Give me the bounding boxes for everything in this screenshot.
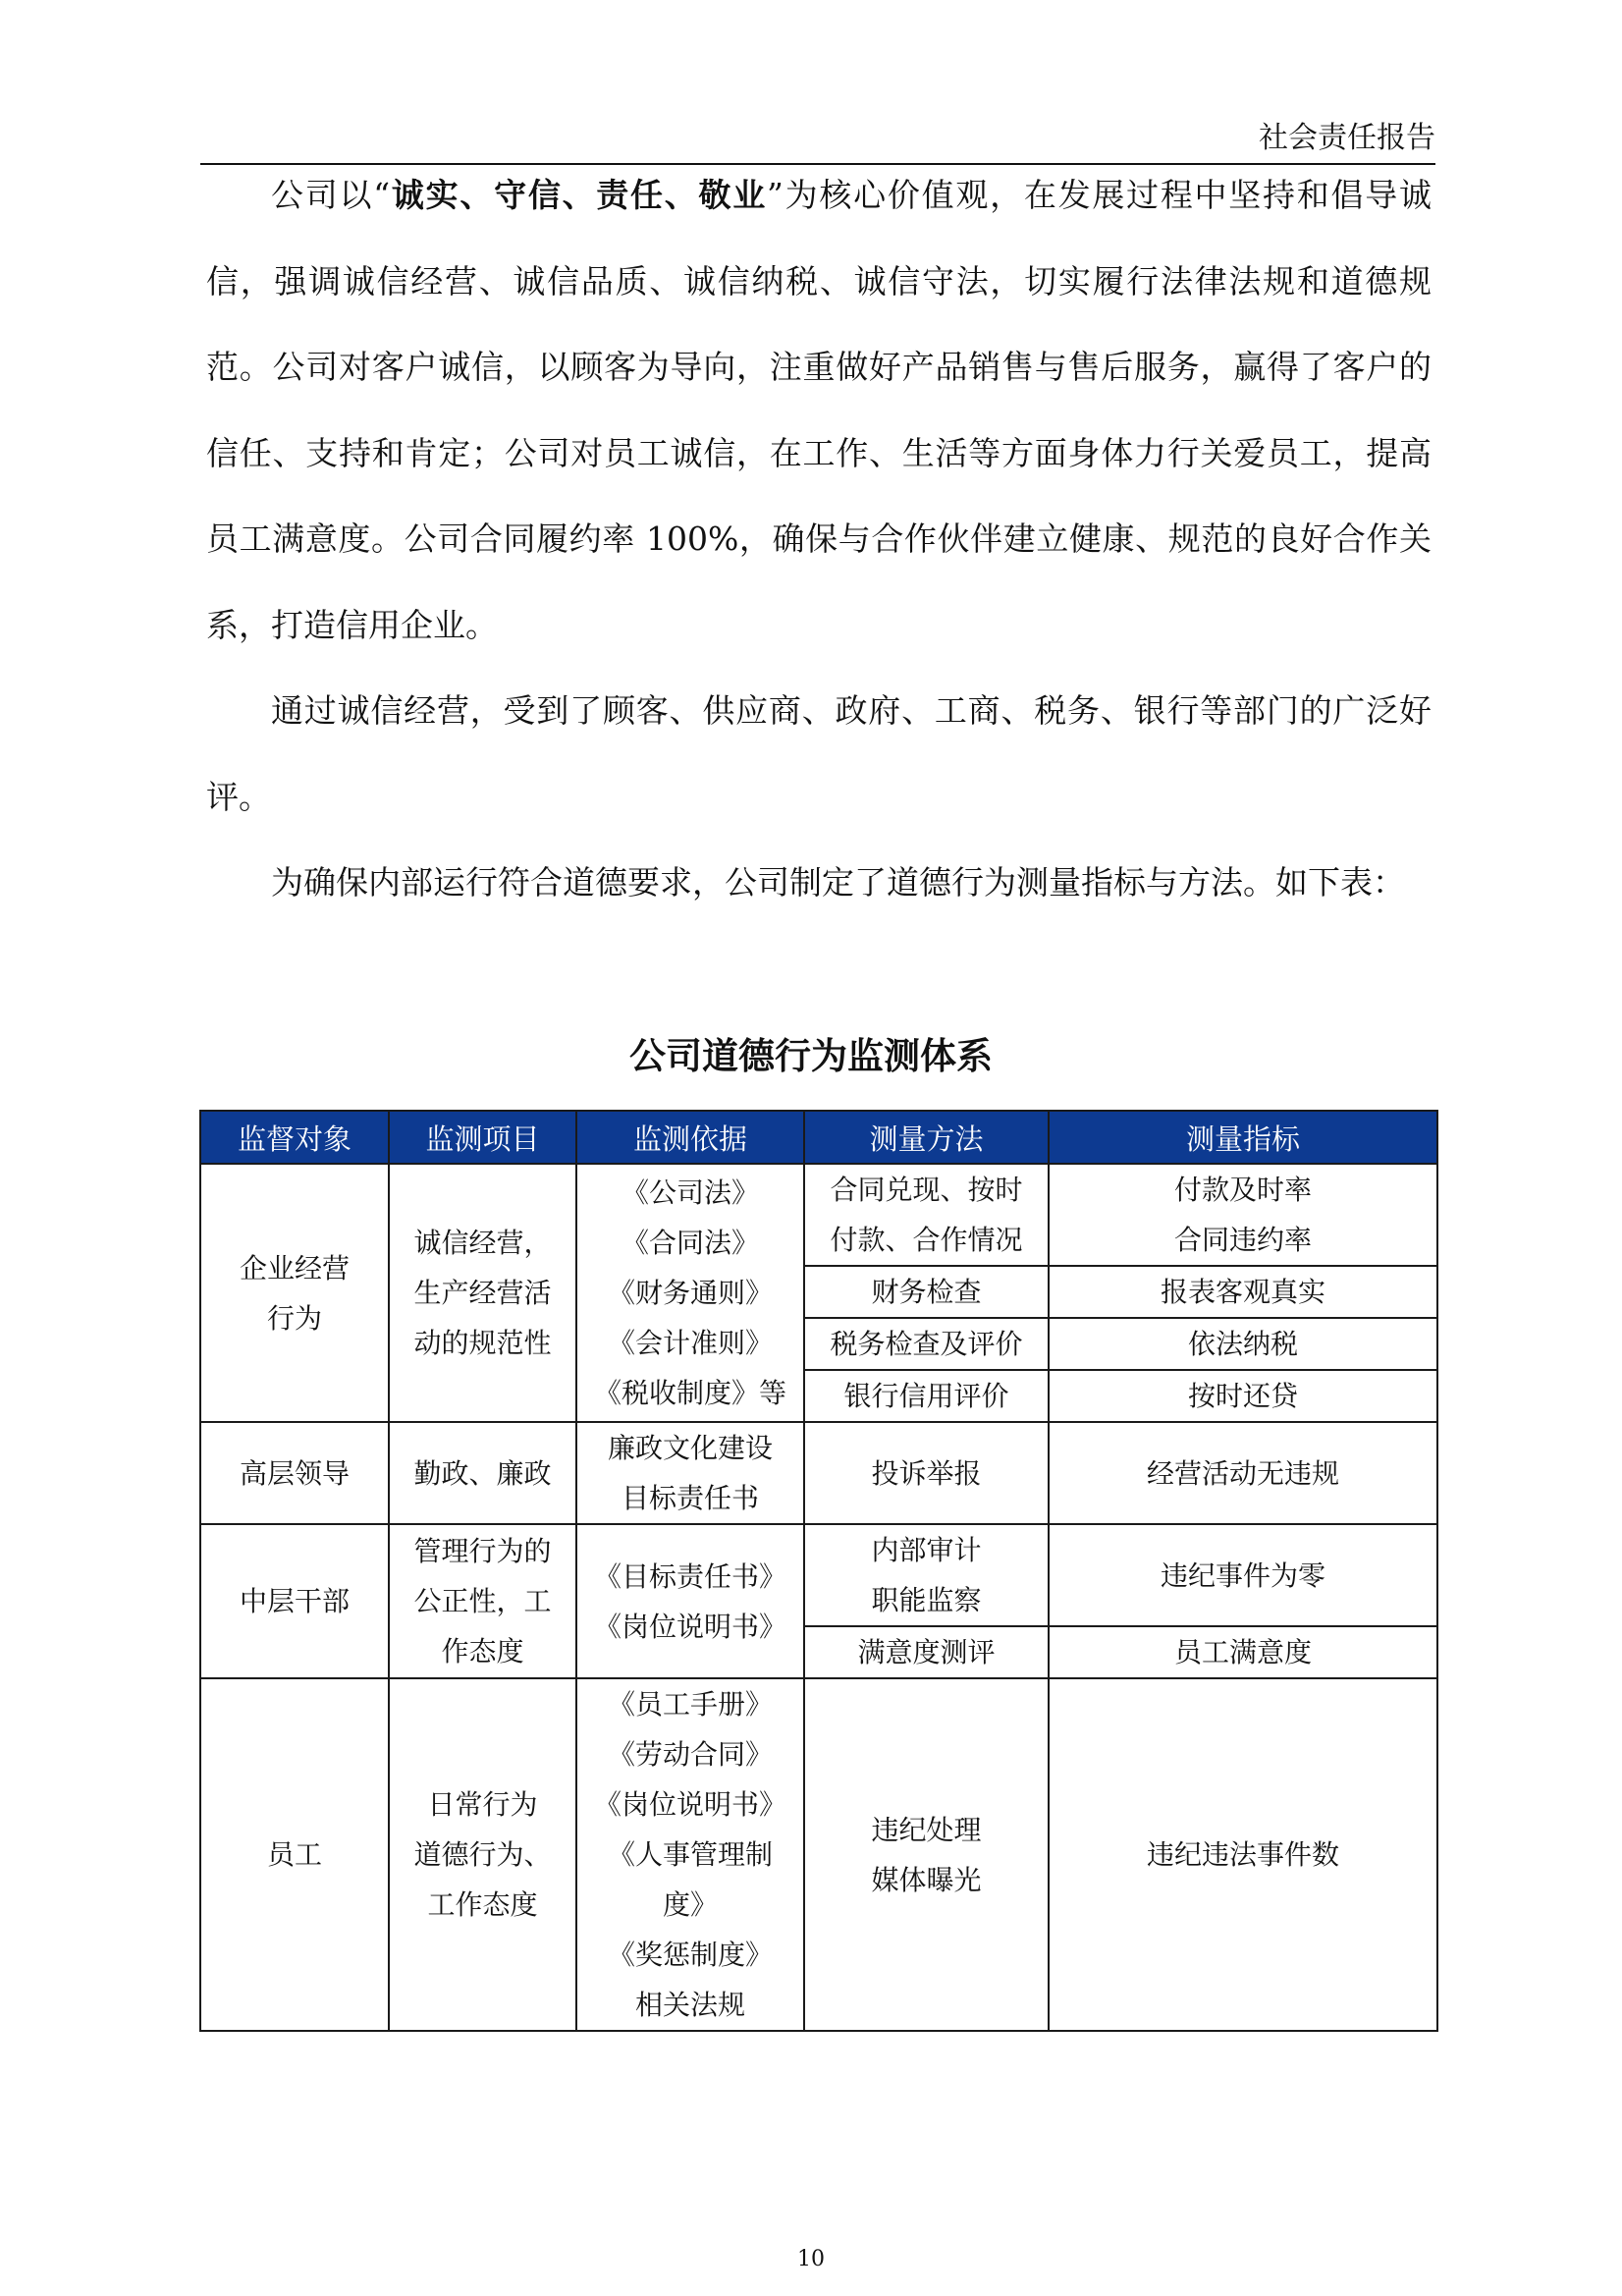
cell-method: 财务检查 — [804, 1266, 1049, 1318]
table-title: 公司道德行为监测体系 — [629, 1035, 993, 1077]
paragraph-prefix: 公司以“ — [271, 176, 391, 214]
cell-method: 违纪处理 媒体曝光 — [804, 1678, 1049, 2031]
page-number: 10 — [797, 2247, 825, 2271]
report-header-title: 社会责任报告 — [1259, 121, 1435, 155]
cell-indicator: 依法纳税 — [1049, 1318, 1437, 1370]
header-cell-basis: 监测依据 — [576, 1111, 804, 1164]
cell-indicator: 违纪违法事件数 — [1049, 1678, 1437, 2031]
table-header-row — [200, 1111, 1437, 1164]
cell-item: 诚信经营， 生产经营活 动的规范性 — [389, 1164, 576, 1422]
cell-basis: 《员工手册》 《劳动合同》 《岗位说明书》 《人事管理制度》 《奖惩制度》 相关法规 — [576, 1678, 804, 2031]
header-cell-indicator: 测量指标 — [1049, 1111, 1437, 1164]
core-values-bold: 诚实、守信、责任、敬业 — [390, 176, 768, 214]
cell-indicator: 员工满意度 — [1049, 1626, 1437, 1678]
cell-indicator: 报表客观真实 — [1049, 1266, 1437, 1318]
header-cell-method: 测量方法 — [804, 1111, 1049, 1164]
table-row — [200, 1422, 1437, 1524]
cell-item: 勤政、廉政 — [389, 1422, 576, 1524]
paragraph-core-values — [206, 152, 1432, 668]
header-cell-item: 监测项目 — [389, 1111, 576, 1164]
table-row — [200, 1678, 1437, 2031]
cell-basis: 廉政文化建设 目标责任书 — [576, 1422, 804, 1524]
paragraph-suffix: ”为核心价值观，在发展过程中坚持和倡导诚信，强调诚信经营、诚信品质、诚信纳税、诚信守法，切实履行法律法规和道德规范。公司对客户诚信，以顾客为导向，注重做好产品销售与售后服务，赢得了客户的信任、支持和肯定；公司对员工诚信，在工作、生活等方面身体力行关爱员工，提高员工满意度。公司合同履约率 100%，确保与合作伙伴建立健康、规范的良好合作关系，打造信用企业。 — [206, 176, 1433, 644]
cell-basis: 《目标责任书》 《岗位说明书》 — [576, 1524, 804, 1678]
cell-method: 满意度测评 — [804, 1626, 1049, 1678]
cell-indicator: 违纪事件为零 — [1049, 1524, 1437, 1626]
cell-indicator: 经营活动无违规 — [1049, 1422, 1437, 1524]
header-cell-target: 监督对象 — [200, 1111, 389, 1164]
cell-method: 内部审计 职能监察 — [804, 1524, 1049, 1626]
table-row — [200, 1524, 1437, 1626]
cell-target: 企业经营 行为 — [200, 1164, 389, 1422]
paragraph-ethics-intro: 为确保内部运行符合道德要求，公司制定了道德行为测量指标与方法。如下表： — [271, 863, 1405, 902]
cell-method: 合同兑现、按时 付款、合作情况 — [804, 1164, 1049, 1266]
body-text — [206, 152, 1432, 926]
cell-basis: 《公司法》 《合同法》 《财务通则》 《会计准则》 《税收制度》等 — [576, 1164, 804, 1422]
cell-indicator: 付款及时率 合同违约率 — [1049, 1164, 1437, 1266]
cell-target: 中层干部 — [200, 1524, 389, 1678]
cell-target: 员工 — [200, 1678, 389, 2031]
cell-method: 投诉举报 — [804, 1422, 1049, 1524]
cell-indicator: 按时还贷 — [1049, 1370, 1437, 1422]
paragraph-reputation: 通过诚信经营，受到了顾客、供应商、政府、工商、税务、银行等部门的广泛好评。 — [206, 691, 1432, 816]
cell-target: 高层领导 — [200, 1422, 389, 1524]
cell-method: 税务检查及评价 — [804, 1318, 1049, 1370]
ethics-monitoring-table — [199, 1110, 1438, 2032]
cell-item: 管理行为的 公正性，工 作态度 — [389, 1524, 576, 1678]
cell-method: 银行信用评价 — [804, 1370, 1049, 1422]
cell-item: 日常行为 道德行为、 工作态度 — [389, 1678, 576, 2031]
table-row — [200, 1164, 1437, 1266]
